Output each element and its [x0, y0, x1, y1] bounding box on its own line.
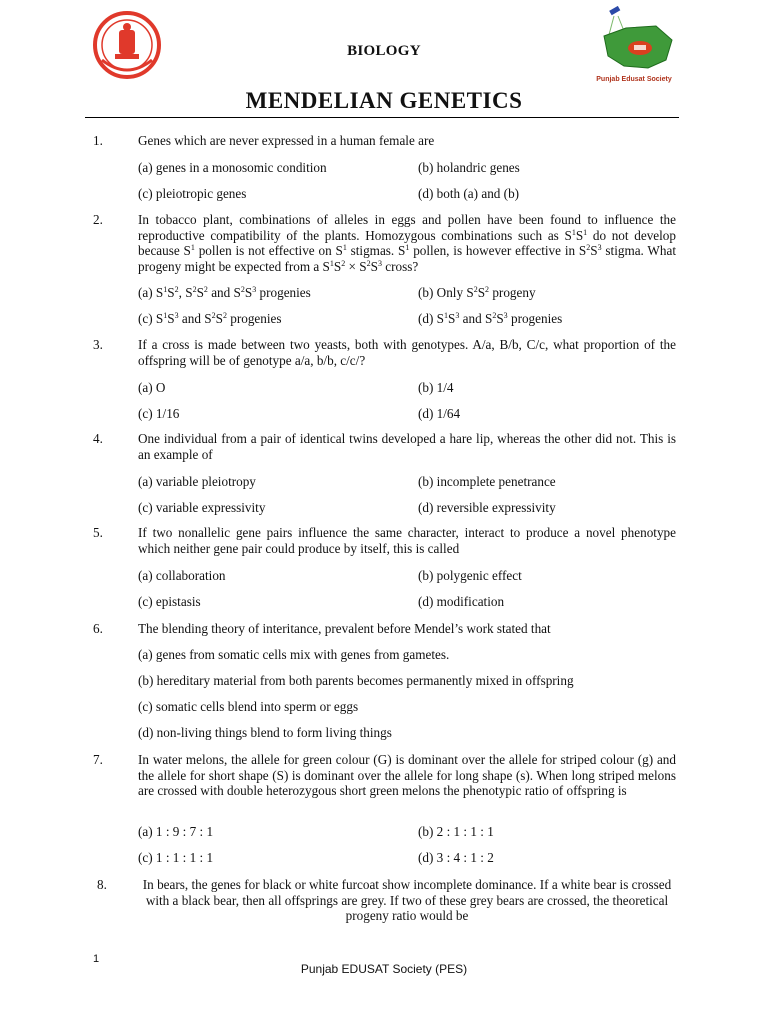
question-number: 3. — [93, 337, 103, 352]
option-c: (c) pleiotropic genes — [138, 186, 247, 201]
option-b: (b) 2 : 1 : 1 : 1 — [418, 824, 494, 839]
option-c: (c) 1 : 1 : 1 : 1 — [138, 850, 214, 865]
question-text: If a cross is made between two yeasts, both with genotypes. A/a, B/b, C/c, what proportion of the offspring will be of genotype a/a, b/b, c/c/? — [138, 337, 676, 368]
option-d: (d) non-living things blend to form living things — [138, 725, 392, 740]
question-text: In bears, the genes for black or white furcoat show incomplete dominance. If a white bear is crossed with a black bear, then all offsprings are grey. If two of these grey bears are crossed, the theoretical progeny ratio would be — [142, 877, 672, 924]
question-text: In tobacco plant, combinations of alleles in eggs and pollen have been found to influence the reproductive compatibility of the plants. Homozygous combinations such as $S^1S^1$ do not develop because $S^1$ pollen is not effective on $S^1$ stigmas. $S^1$ pollen, is however effective in $S^2S^3$ stigma. What progeny might be expected from a $S^1S^2 \times S^2S^3$ cross? — [138, 212, 676, 274]
question-number: 8. — [97, 877, 107, 892]
option-d: (d) 1/64 — [418, 406, 461, 421]
page-number: 1 — [93, 953, 100, 965]
option-a: (a) collaboration — [138, 568, 226, 583]
option-c: (c) epistasis — [138, 594, 201, 609]
option-a: (a) genes in a monosomic condition — [138, 160, 327, 175]
question-number: 7. — [93, 752, 103, 767]
option-b: (b) Only $S^2S^2$ progeny — [418, 285, 536, 300]
question-text: In water melons, the allele for green colour (G) is dominant over the allele for striped colour (g) and the allele for short shape (S) is dominant over the allele for long shape (s). When long striped melons are crossed with double heterozygous short green melons the phenotypic ratio of offspring is — [138, 752, 676, 799]
question-number: 6. — [93, 621, 103, 636]
question-text: The blending theory of interitance, prevalent before Mendel’s work stated that — [138, 621, 551, 636]
option-b: (b) holandric genes — [418, 160, 520, 175]
option-d: (d) $S^1S^3$ and $S^2S^3$ progenies — [418, 311, 563, 326]
option-d: (d) modification — [418, 594, 505, 609]
option-a: (a) variable pleiotropy — [138, 474, 256, 489]
question-text: If two nonallelic gene pairs influence the same character, interact to produce a novel phenotype which neither gene pair could produce by itself, this is called — [138, 525, 676, 556]
option-b: (b) 1/4 — [418, 380, 454, 395]
question-text: Genes which are never expressed in a human female are — [138, 133, 435, 148]
logo-caption: Punjab Edusat Society — [596, 76, 672, 83]
question-number: 2. — [93, 212, 103, 227]
option-c: (c) variable expressivity — [138, 500, 266, 515]
option-b: (b) polygenic effect — [418, 568, 522, 583]
option-d: (d) 3 : 4 : 1 : 2 — [418, 850, 494, 865]
question-number: 1. — [93, 133, 103, 148]
option-d: (d) both (a) and (b) — [418, 186, 520, 201]
option-c: (c) 1/16 — [138, 406, 180, 421]
option-a: (a) $S^1S^2$, $S^2S^2$ and $S^2S^3$ progenies — [138, 285, 311, 300]
page-title: MENDELIAN GENETICS — [245, 88, 523, 113]
option-c: (c) $S^1S^3$ and $S^2S^2$ progenies — [138, 311, 282, 326]
option-d: (d) reversible expressivity — [418, 500, 556, 515]
option-a: (a) 1 : 9 : 7 : 1 — [138, 824, 214, 839]
option-c: (c) somatic cells blend into sperm or eggs — [138, 699, 359, 714]
question-number: 4. — [93, 431, 103, 446]
title-underline — [85, 117, 679, 118]
page-footer: Punjab EDUSAT Society (PES) — [300, 962, 468, 976]
option-b: (b) incomplete penetrance — [418, 474, 556, 489]
option-a: (a) O — [138, 380, 166, 395]
question-text: One individual from a pair of identical twins developed a hare lip, whereas the other did not. This is an example of — [138, 431, 676, 462]
option-b: (b) hereditary material from both parents becomes permanently mixed in offspring — [138, 673, 574, 688]
subject-heading: BIOLOGY — [347, 43, 421, 59]
question-number: 5. — [93, 525, 103, 540]
option-a: (a) genes from somatic cells mix with genes from gametes. — [138, 647, 450, 662]
